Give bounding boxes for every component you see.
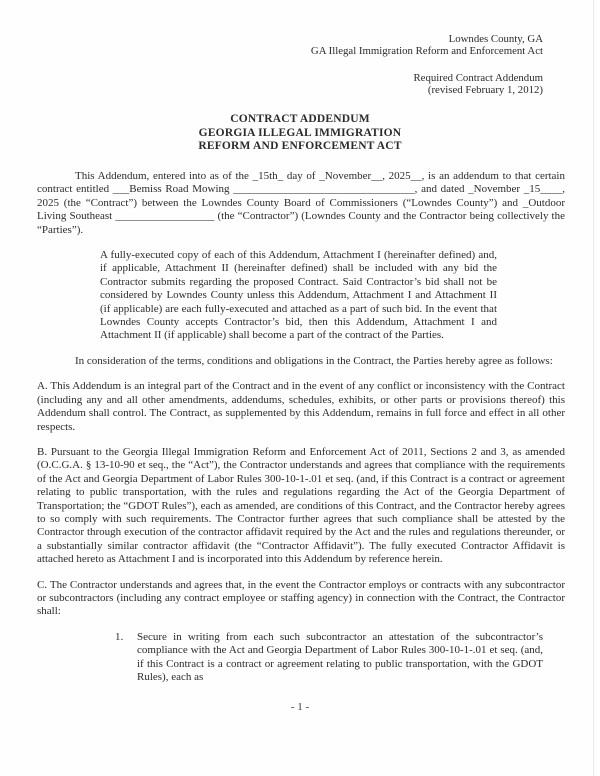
title-line-3: REFORM AND ENFORCEMENT ACT xyxy=(198,140,402,153)
page-number: - 1 - xyxy=(290,701,310,713)
document-title xyxy=(0,113,600,154)
section-a-paragraph: A. This Addendum is an integral part of the Contract and in the event of any conflict or inconsistency with the Contract (including any and all other amendments, addendums, schedules, exhibits, or other parts or provisions thereof) this Addendum shall control. The Contract, as supplemented by this Addendum, remains in full force and effect in all other respects. xyxy=(37,380,565,433)
section-b-paragraph: B. Pursuant to the Georgia Illegal Immigration Reform and Enforcement Act of 2011, Sections 2 and 3, as amended (O.C.G.A. § 13-10-90 et seq., the “Act”), the Contractor understands and agrees that compliance with the requirements of the Act and Georgia Department of Labor Rules 300-10-1-.01 et seq. (and, if this Contract is a contract or agreement relating to public transportation, with the rules and regulations regarding the Act of the Georgia Department of Transportation; the “GDOT Rules”), each as amended, are conditions of this Contract, and the Contractor hereby agrees to so comply with such requirements. The Contractor further agrees that such compliance shall be attested by the Contractor through execution of the contractor affidavit required by the Act and the rules and regulations thereunder, or a substantially similar contractor affidavit (the “Contractor Affidavit”). The fully executed Contractor Affidavit is attached hereto as Attachment I and is incorporated into this Addendum by reference herein. xyxy=(37,445,565,566)
header-required-addendum-line: Required Contract Addendum xyxy=(413,71,543,84)
consideration-paragraph: In consideration of the terms, conditions and obligations in the Contract, the Parties hereby agree as follows: xyxy=(75,354,553,367)
title-line-2: GEORGIA ILLEGAL IMMIGRATION xyxy=(198,126,402,139)
list-item-1-number: 1. xyxy=(115,630,124,643)
section-c-paragraph: C. The Contractor understands and agrees that, in the event the Contractor employs or contracts with any subcontractor or subcontractors (including any contract employee or staffing agency) in connection with the Contract, the Contractor shall: xyxy=(37,578,565,618)
header-county-line: Lowndes County, GA xyxy=(448,33,543,45)
list-item-1-text: Secure in writing from each such subcontractor an attestation of the subcontractor’s compliance with the Act and Georgia Department of Labor Rules 300-10-1-.01 et seq. (and, if this Contract is a contract or agreement relating to public transportation, with the GDOT Rules), each as xyxy=(137,630,543,683)
list-item-1 xyxy=(115,631,543,685)
document-body xyxy=(37,170,565,684)
bid-requirement-blockquote: A fully-executed copy of each of this Addendum, Attachment I (hereinafter defined) and, if applicable, Attachment II (hereinafter defined) shall be included with any bid the Contractor submits regarding the proposed Contract. Said Contractor’s bid shall not be considered by Lowndes County unless this Addendum, Attachment I and Attachment II (if applicable) are each fully-executed and attached as a part of such bid. In the event that Lowndes County accepts Contractor’s bid, then this Addendum, Attachment I and Attachment II (if applicable) shall become a part of the contract of the Parties. xyxy=(100,249,497,342)
header-revision-date-line: (revised February 1, 2012) xyxy=(427,84,543,97)
title-line-1: CONTRACT ADDENDUM xyxy=(230,113,370,125)
intro-paragraph: This Addendum, entered into as of the _15th_ day of _November__, 2025__, is an addendum to that certain contract entitled ___Bemiss Road Mowing _________________________________, and dated _November _15____, 2025 (the “Contract”) between the Lowndes County Board of Commissioners (“Lowndes County”) and _Outdoor Living Southeast __________________ (the “Contractor”) (Lowndes County and the Contractor being collectively the “Parties”). xyxy=(37,170,565,236)
header-act-line: GA Illegal Immigration Reform and Enforcement Act xyxy=(310,45,543,58)
document-header xyxy=(311,33,543,97)
